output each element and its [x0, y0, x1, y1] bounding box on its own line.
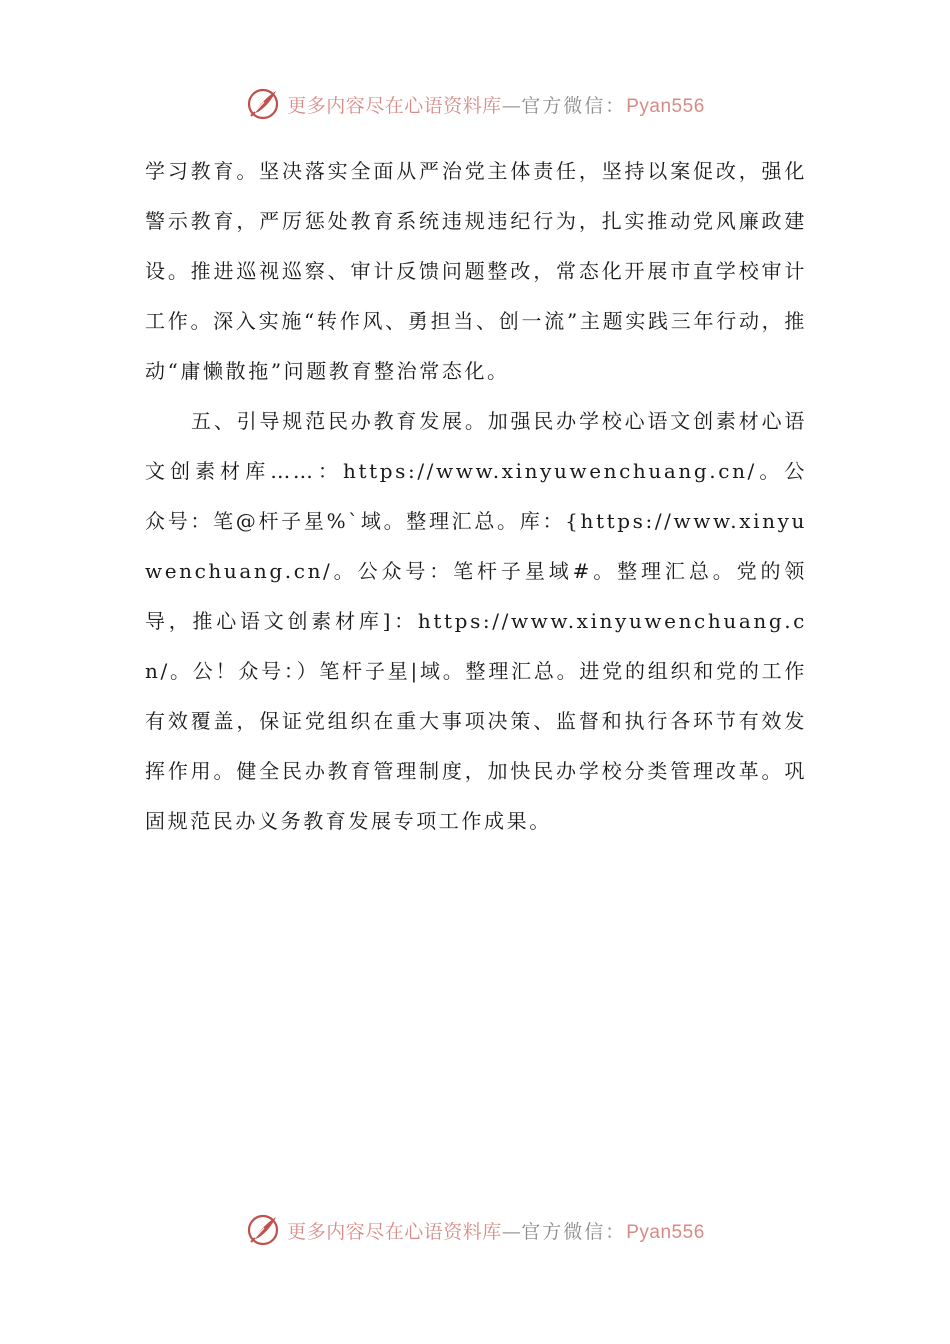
footer-wechat-account: Pyan556 — [626, 1221, 705, 1243]
header-banner-inner — [245, 86, 705, 122]
document-body — [145, 146, 807, 846]
footer-banner-title: 更多内容尽在心语资料库 — [287, 1220, 502, 1243]
header-banner-text — [287, 91, 705, 118]
paragraph-1: 学习教育。坚决落实全面从严治党主体责任，坚持以案促改，强化警示教育，严厉惩处教育系统违规违纪行为，扎实推动党风廉政建设。推进巡视巡察、审计反馈问题整改，常态化开展市直学校审计工作。深入实施“转作风、勇担当、创一流”主题实践三年行动，推动“庸懒散拖”问题教育整治常态化。 — [145, 159, 807, 383]
header-banner — [0, 82, 950, 126]
header-banner-title: 更多内容尽在心语资料库 — [287, 94, 502, 117]
header-wechat-account: Pyan556 — [626, 95, 705, 117]
quill-logo-icon — [245, 1212, 281, 1248]
header-wechat-label: 官方微信： — [521, 94, 627, 117]
footer-banner-inner — [245, 1212, 705, 1248]
footer-wechat-label: 官方微信： — [521, 1220, 627, 1243]
footer-banner — [0, 1208, 950, 1252]
footer-banner-separator: — — [501, 1220, 522, 1243]
footer-banner-text — [287, 1217, 705, 1244]
header-banner-separator: — — [501, 94, 522, 117]
paragraph-2: 五、引导规范民办教育发展。加强民办学校心语文创素材心语文创素材库……：https://www.xinyuwenchuang.cn/。公众号：笔@杆子星%`域。整理汇总。库：{https://www.xinyuwenchuang.cn/。公众号：笔杆子星域#。整理汇总。党的领导，推心语文创素材库]：https://www.xinyuwenchuang.cn/。公！众号：）笔杆子星|域。整理汇总。进党的组织和党的工作有效覆盖，保证党组织在重大事项决策、监督和执行各环节有效发挥作用。健全民办教育管理制度，加快民办学校分类管理改革。巩固规范民办义务教育发展专项工作成果。 — [145, 409, 807, 833]
quill-logo-icon — [245, 86, 281, 122]
